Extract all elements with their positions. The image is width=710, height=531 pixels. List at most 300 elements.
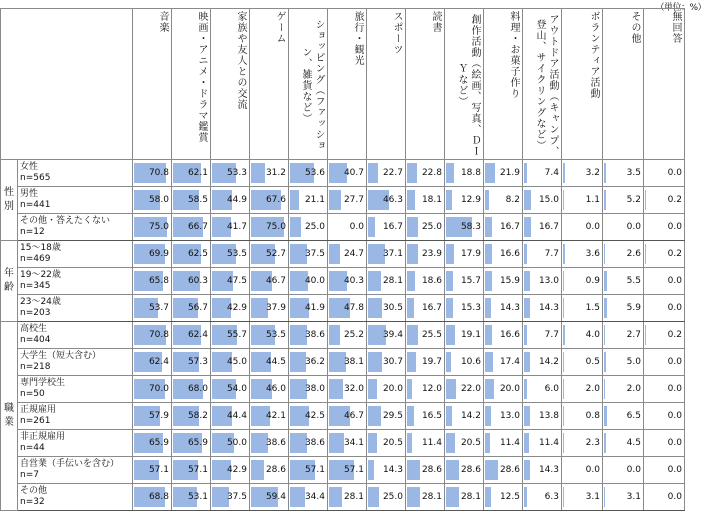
column-header-label: ショッピング（ファッション、雑貨など）	[300, 19, 324, 151]
value-number: 8.2	[505, 195, 520, 205]
value-number: 13.8	[538, 411, 559, 421]
value-number: 14.3	[382, 465, 403, 475]
value-cell	[523, 349, 562, 376]
value-number: 46.7	[265, 276, 286, 286]
value-cell	[328, 376, 367, 403]
value-cell	[211, 484, 250, 511]
value-cell	[445, 457, 484, 484]
value-number: 20.5	[460, 438, 481, 448]
value-number: 47.8	[343, 303, 364, 313]
value-number: 7.7	[544, 330, 559, 340]
value-cell	[644, 268, 685, 295]
value-cell	[250, 241, 289, 268]
value-cell	[523, 295, 562, 322]
value-cell	[644, 241, 685, 268]
value-cell	[367, 160, 406, 187]
value-cell	[603, 160, 644, 187]
value-number: 53.7	[148, 303, 169, 313]
value-number: 0.9	[585, 276, 600, 286]
value-cell	[445, 403, 484, 430]
table-row	[1, 160, 685, 187]
value-cell	[603, 430, 644, 457]
value-cell	[250, 160, 289, 187]
value-number: 57.9	[148, 411, 169, 421]
value-number: 0.0	[626, 222, 641, 232]
value-number: 57.3	[187, 357, 208, 367]
value-number: 2.7	[626, 330, 641, 340]
value-cell	[445, 349, 484, 376]
value-number: 57.1	[148, 465, 169, 475]
value-cell	[250, 187, 289, 214]
value-cell	[406, 160, 445, 187]
table-row	[1, 430, 685, 457]
table-body	[1, 160, 685, 511]
value-cell	[172, 214, 211, 241]
value-cell	[289, 403, 328, 430]
value-cell	[484, 403, 523, 430]
value-number: 0.0	[667, 492, 682, 502]
value-cell	[484, 241, 523, 268]
value-cell	[328, 322, 367, 349]
value-number: 14.2	[460, 411, 481, 421]
row-label: 高校生 n=404	[18, 322, 133, 349]
value-cell	[172, 160, 211, 187]
value-cell	[289, 457, 328, 484]
value-cell	[562, 295, 603, 322]
value-number: 29.5	[382, 411, 403, 421]
value-number: 25.2	[343, 330, 364, 340]
value-number: 46.0	[265, 384, 286, 394]
value-cell	[367, 214, 406, 241]
value-number: 0.0	[667, 438, 682, 448]
value-cell	[133, 295, 172, 322]
value-number: 24.7	[343, 249, 364, 259]
value-number: 14.3	[499, 303, 520, 313]
value-cell	[644, 187, 685, 214]
value-number: 65.9	[148, 438, 169, 448]
value-cell	[211, 403, 250, 430]
value-cell	[367, 376, 406, 403]
value-cell	[289, 430, 328, 457]
value-cell	[445, 376, 484, 403]
value-number: 28.1	[382, 276, 403, 286]
value-cell	[644, 376, 685, 403]
value-cell	[603, 376, 644, 403]
value-cell	[644, 349, 685, 376]
survey-table	[0, 8, 685, 511]
value-number: 14.2	[538, 357, 559, 367]
value-number: 38.1	[343, 357, 364, 367]
column-header-label: 読書	[430, 11, 441, 33]
value-cell	[603, 268, 644, 295]
value-cell	[367, 484, 406, 511]
column-header-label: アウトドア活動（キャンプ、登山、サイクリングなど）	[534, 13, 558, 157]
value-number: 11.4	[499, 438, 520, 448]
column-header	[172, 9, 211, 160]
value-number: 1.1	[585, 195, 600, 205]
value-number: 2.0	[585, 384, 600, 394]
column-header	[562, 9, 603, 160]
value-number: 37.5	[226, 492, 247, 502]
value-number: 15.3	[460, 303, 481, 313]
value-number: 6.0	[544, 384, 559, 394]
value-cell	[406, 241, 445, 268]
value-cell	[562, 322, 603, 349]
value-cell	[367, 430, 406, 457]
value-number: 75.0	[148, 222, 169, 232]
column-header-label: 音楽	[157, 11, 168, 33]
table-row	[1, 214, 685, 241]
value-number: 0.0	[667, 276, 682, 286]
value-number: 0.0	[585, 222, 600, 232]
value-cell	[603, 295, 644, 322]
column-header-label: 旅行・観光	[352, 11, 363, 66]
value-cell	[328, 241, 367, 268]
column-header	[484, 9, 523, 160]
value-number: 53.6	[304, 168, 325, 178]
table-row	[1, 457, 685, 484]
value-number: 2.0	[626, 384, 641, 394]
value-cell	[562, 484, 603, 511]
value-number: 12.9	[460, 195, 481, 205]
value-number: 0.0	[585, 465, 600, 475]
value-number: 31.2	[265, 168, 286, 178]
column-header-label: 映画・アニメ・ドラマ鑑賞	[196, 11, 207, 143]
table-row	[1, 376, 685, 403]
value-cell	[484, 457, 523, 484]
value-cell	[603, 403, 644, 430]
column-header	[523, 9, 562, 160]
value-cell	[484, 322, 523, 349]
value-number: 0.0	[349, 222, 364, 232]
value-cell	[328, 160, 367, 187]
value-number: 25.0	[382, 492, 403, 502]
table-row	[1, 268, 685, 295]
column-header	[445, 9, 484, 160]
value-number: 40.3	[343, 276, 364, 286]
value-cell	[211, 376, 250, 403]
value-cell	[445, 160, 484, 187]
row-label: 非正規雇用 n=44	[18, 430, 133, 457]
value-number: 38.6	[304, 330, 325, 340]
value-number: 54.0	[226, 384, 247, 394]
value-cell	[644, 484, 685, 511]
value-number: 3.6	[585, 249, 600, 259]
column-header	[133, 9, 172, 160]
column-header-row	[1, 9, 685, 160]
value-cell	[211, 214, 250, 241]
value-number: 10.6	[460, 357, 481, 367]
value-number: 30.7	[382, 357, 403, 367]
value-number: 16.7	[421, 303, 442, 313]
value-number: 6.3	[544, 492, 559, 502]
value-cell	[644, 295, 685, 322]
value-cell	[133, 430, 172, 457]
value-cell	[133, 322, 172, 349]
column-header-label: ボランティア活動	[588, 11, 599, 99]
value-number: 25.0	[304, 222, 325, 232]
table-row	[1, 349, 685, 376]
value-number: 19.7	[421, 357, 442, 367]
value-number: 23.9	[421, 249, 442, 259]
value-cell	[562, 187, 603, 214]
value-cell	[562, 241, 603, 268]
row-label: 男性 n=441	[18, 187, 133, 214]
value-number: 17.9	[460, 249, 481, 259]
value-cell	[484, 349, 523, 376]
value-number: 3.2	[585, 168, 600, 178]
value-cell	[523, 376, 562, 403]
value-cell	[603, 484, 644, 511]
value-cell	[406, 214, 445, 241]
value-number: 0.0	[667, 168, 682, 178]
value-number: 53.1	[187, 492, 208, 502]
value-number: 28.6	[499, 465, 520, 475]
value-number: 40.7	[343, 168, 364, 178]
value-cell	[644, 160, 685, 187]
value-cell	[172, 484, 211, 511]
value-cell	[211, 295, 250, 322]
row-label: 専門学校生 n=50	[18, 376, 133, 403]
value-number: 7.4	[544, 168, 559, 178]
table-row	[1, 241, 685, 268]
table-row	[1, 322, 685, 349]
value-cell	[289, 160, 328, 187]
row-label: 15～18歳 n=469	[18, 241, 133, 268]
value-number: 34.1	[343, 438, 364, 448]
value-number: 70.0	[148, 384, 169, 394]
value-cell	[328, 187, 367, 214]
value-cell	[603, 241, 644, 268]
corner-cell	[1, 9, 133, 160]
value-cell	[328, 430, 367, 457]
value-number: 6.5	[626, 411, 641, 421]
value-number: 37.5	[304, 249, 325, 259]
value-cell	[367, 295, 406, 322]
value-number: 0.0	[626, 465, 641, 475]
value-number: 0.0	[667, 357, 682, 367]
value-number: 0.0	[667, 411, 682, 421]
value-cell	[133, 160, 172, 187]
value-number: 38.6	[304, 438, 325, 448]
value-cell	[133, 214, 172, 241]
value-number: 69.9	[148, 249, 169, 259]
value-number: 56.7	[187, 303, 208, 313]
value-number: 22.8	[421, 168, 442, 178]
value-cell	[211, 430, 250, 457]
value-number: 15.7	[460, 276, 481, 286]
column-header-label: 家族や友人との交流	[235, 11, 246, 110]
value-number: 65.8	[148, 276, 169, 286]
value-number: 0.5	[585, 357, 600, 367]
value-cell	[328, 295, 367, 322]
value-number: 5.0	[626, 357, 641, 367]
value-number: 58.0	[148, 195, 169, 205]
value-cell	[133, 484, 172, 511]
table-row	[1, 484, 685, 511]
value-cell	[250, 484, 289, 511]
value-number: 41.7	[226, 222, 247, 232]
column-header	[250, 9, 289, 160]
value-number: 15.9	[499, 276, 520, 286]
value-number: 44.4	[226, 411, 247, 421]
row-label: その他・答えたくない n=12	[18, 214, 133, 241]
value-cell	[250, 268, 289, 295]
value-number: 16.6	[499, 330, 520, 340]
value-number: 38.0	[304, 384, 325, 394]
value-number: 5.5	[626, 276, 641, 286]
value-number: 16.7	[538, 222, 559, 232]
value-number: 62.4	[187, 330, 208, 340]
group-label: 性別	[1, 160, 18, 241]
value-number: 28.1	[460, 492, 481, 502]
column-header-label: 創作活動（絵画、写真、ＤＩＹなど）	[456, 13, 480, 157]
row-label: その他 n=32	[18, 484, 133, 511]
column-header	[406, 9, 445, 160]
value-number: 57.1	[187, 465, 208, 475]
column-header-label: 無回答	[670, 11, 681, 44]
group-label: 職業	[1, 322, 18, 511]
value-number: 57.1	[343, 465, 364, 475]
value-cell	[250, 295, 289, 322]
value-cell	[289, 187, 328, 214]
value-number: 53.5	[226, 249, 247, 259]
value-number: 42.9	[226, 303, 247, 313]
value-cell	[328, 484, 367, 511]
value-number: 70.8	[148, 168, 169, 178]
value-number: 46.3	[382, 195, 403, 205]
value-number: 13.0	[538, 276, 559, 286]
column-header	[367, 9, 406, 160]
value-number: 44.5	[265, 357, 286, 367]
value-cell	[406, 430, 445, 457]
value-cell	[644, 403, 685, 430]
column-header	[603, 9, 644, 160]
value-cell	[406, 268, 445, 295]
value-number: 16.7	[499, 222, 520, 232]
value-cell	[603, 349, 644, 376]
value-number: 28.6	[265, 465, 286, 475]
value-cell	[523, 241, 562, 268]
value-number: 68.8	[148, 492, 169, 502]
value-cell	[562, 457, 603, 484]
value-cell	[406, 349, 445, 376]
value-cell	[562, 160, 603, 187]
value-cell	[406, 376, 445, 403]
value-number: 0.0	[667, 303, 682, 313]
value-cell	[562, 349, 603, 376]
value-number: 44.9	[226, 195, 247, 205]
value-number: 47.5	[226, 276, 247, 286]
row-label: 正規雇用 n=261	[18, 403, 133, 430]
value-cell	[250, 403, 289, 430]
value-number: 34.4	[304, 492, 325, 502]
value-number: 25.0	[421, 222, 442, 232]
unit-label: （単位：%）	[655, 3, 706, 13]
value-cell	[603, 214, 644, 241]
value-cell	[328, 349, 367, 376]
value-cell	[328, 457, 367, 484]
value-cell	[250, 430, 289, 457]
value-number: 16.5	[421, 411, 442, 421]
value-cell	[603, 457, 644, 484]
value-number: 42.5	[304, 411, 325, 421]
value-cell	[523, 403, 562, 430]
value-number: 1.5	[585, 303, 600, 313]
value-cell	[523, 160, 562, 187]
value-number: 52.7	[265, 249, 286, 259]
row-label: 女性 n=565	[18, 160, 133, 187]
value-number: 18.8	[460, 168, 481, 178]
value-cell	[445, 430, 484, 457]
value-cell	[367, 349, 406, 376]
value-number: 5.2	[626, 195, 641, 205]
value-cell	[250, 214, 289, 241]
value-cell	[133, 376, 172, 403]
value-number: 4.5	[626, 438, 641, 448]
value-cell	[133, 349, 172, 376]
value-number: 62.4	[148, 357, 169, 367]
value-number: 18.1	[421, 195, 442, 205]
value-number: 67.6	[265, 195, 286, 205]
row-label: 自営業（手伝いを含む） n=7	[18, 457, 133, 484]
value-cell	[133, 268, 172, 295]
value-number: 12.5	[499, 492, 520, 502]
value-cell	[445, 268, 484, 295]
value-number: 0.0	[667, 465, 682, 475]
value-cell	[484, 430, 523, 457]
value-number: 0.0	[667, 222, 682, 232]
value-cell	[367, 241, 406, 268]
value-cell	[367, 187, 406, 214]
column-header-label: ゲーム	[274, 11, 285, 44]
value-number: 7.7	[544, 249, 559, 259]
value-cell	[172, 241, 211, 268]
value-cell	[367, 268, 406, 295]
value-cell	[367, 322, 406, 349]
value-number: 0.8	[585, 411, 600, 421]
value-cell	[484, 214, 523, 241]
value-cell	[484, 187, 523, 214]
value-cell	[445, 322, 484, 349]
value-number: 28.1	[421, 492, 442, 502]
table-row	[1, 295, 685, 322]
value-number: 65.9	[187, 438, 208, 448]
value-number: 53.5	[265, 330, 286, 340]
value-number: 25.5	[421, 330, 442, 340]
value-cell	[562, 403, 603, 430]
value-number: 37.9	[265, 303, 286, 313]
value-cell	[644, 457, 685, 484]
value-number: 38.6	[265, 438, 286, 448]
value-number: 50.0	[226, 438, 247, 448]
value-cell	[211, 322, 250, 349]
value-cell	[367, 457, 406, 484]
value-number: 13.0	[499, 411, 520, 421]
value-cell	[484, 268, 523, 295]
value-number: 62.5	[187, 249, 208, 259]
value-cell	[562, 214, 603, 241]
column-header-label: スポーツ	[391, 11, 402, 55]
group-label: 年齢	[1, 241, 18, 322]
value-cell	[484, 484, 523, 511]
value-cell	[562, 430, 603, 457]
value-cell	[328, 403, 367, 430]
value-cell	[445, 241, 484, 268]
value-number: 18.6	[421, 276, 442, 286]
value-cell	[484, 376, 523, 403]
value-number: 21.9	[499, 168, 520, 178]
